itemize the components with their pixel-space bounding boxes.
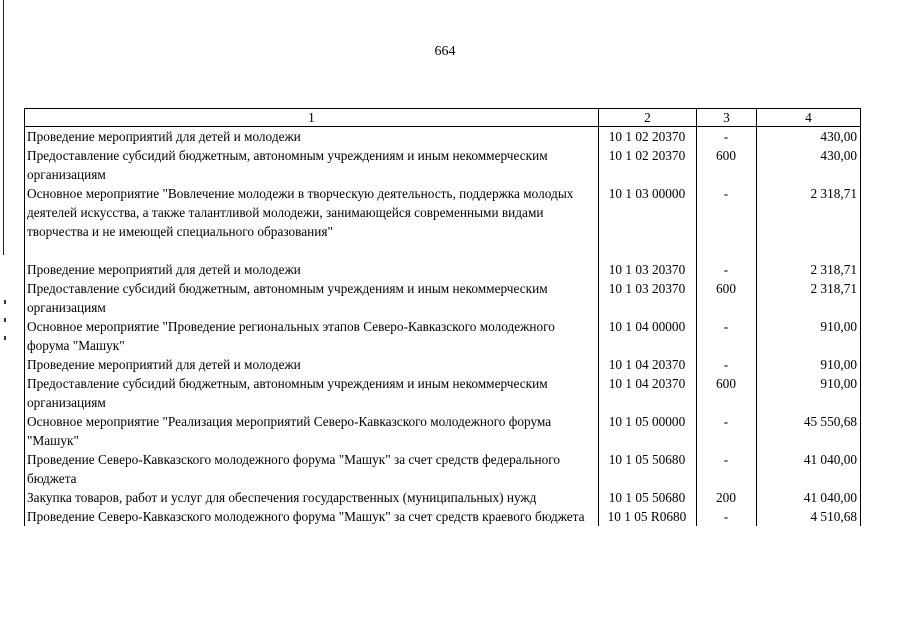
row-name: Проведение мероприятий для детей и молодежи <box>25 355 599 374</box>
table-row <box>25 488 861 507</box>
table-row <box>25 260 861 279</box>
row-expense-type: - <box>697 450 757 488</box>
row-code: 10 1 03 20370 <box>599 260 697 279</box>
table-row <box>25 279 861 317</box>
row-amount: 41 040,00 <box>757 488 861 507</box>
row-expense-type: - <box>697 127 757 147</box>
row-amount: 910,00 <box>757 355 861 374</box>
row-amount: 2 318,71 <box>757 279 861 317</box>
row-name: Предоставление субсидий бюджетным, автономным учреждениям и иным некоммерческим организациям <box>25 146 599 184</box>
row-name: Проведение Северо-Кавказского молодежного форума "Машук" за счет средств федерального бюджета <box>25 450 599 488</box>
row-expense-type: 200 <box>697 488 757 507</box>
row-amount: 45 550,68 <box>757 412 861 450</box>
row-expense-type: - <box>697 184 757 241</box>
row-code: 10 1 02 20370 <box>599 127 697 147</box>
row-name: Предоставление субсидий бюджетным, автономным учреждениям и иным некоммерческим организациям <box>25 279 599 317</box>
row-amount: 910,00 <box>757 317 861 355</box>
row-amount: 430,00 <box>757 146 861 184</box>
row-expense-type: 600 <box>697 279 757 317</box>
page-number: 664 <box>434 44 456 59</box>
row-expense-type: - <box>697 355 757 374</box>
scan-mark <box>4 300 6 304</box>
column-header-4: 4 <box>757 109 861 127</box>
row-code: 10 1 05 R0680 <box>599 507 697 526</box>
row-code: 10 1 02 20370 <box>599 146 697 184</box>
row-code: 10 1 05 50680 <box>599 488 697 507</box>
row-code: 10 1 04 00000 <box>599 317 697 355</box>
row-amount: 4 510,68 <box>757 507 861 526</box>
table-row <box>25 450 861 488</box>
row-expense-type: 600 <box>697 146 757 184</box>
row-name: Основное мероприятие "Проведение региональных этапов Северо-Кавказского молодежного форума "Машук" <box>25 317 599 355</box>
row-expense-type: - <box>697 507 757 526</box>
row-amount: 41 040,00 <box>757 450 861 488</box>
row-name: Проведение мероприятий для детей и молодежи <box>25 127 599 147</box>
table-row <box>25 317 861 355</box>
row-name: Основное мероприятие "Реализация мероприятий Северо-Кавказского молодежного форума "Машук" <box>25 412 599 450</box>
table-row <box>25 374 861 412</box>
table-row <box>25 412 861 450</box>
spacer-row <box>25 241 861 260</box>
budget-table <box>24 108 861 526</box>
row-code: 10 1 03 00000 <box>599 184 697 241</box>
row-expense-type: - <box>697 412 757 450</box>
table-header-row <box>25 109 861 127</box>
row-code: 10 1 04 20370 <box>599 374 697 412</box>
row-name: Проведение мероприятий для детей и молодежи <box>25 260 599 279</box>
table-row <box>25 146 861 184</box>
row-code: 10 1 04 20370 <box>599 355 697 374</box>
scan-left-edge <box>3 0 4 255</box>
table-row <box>25 507 861 526</box>
row-amount: 2 318,71 <box>757 260 861 279</box>
row-amount: 2 318,71 <box>757 184 861 241</box>
row-code: 10 1 05 00000 <box>599 412 697 450</box>
table-row <box>25 127 861 147</box>
row-code: 10 1 05 50680 <box>599 450 697 488</box>
row-expense-type: - <box>697 317 757 355</box>
row-name: Основное мероприятие "Вовлечение молодежи в творческую деятельность, поддержка молодых деятелей искусства, а также талантливой молодежи, занимающейся современными видами творчества и не имеющей специального образования" <box>25 184 599 241</box>
table-row <box>25 184 861 241</box>
row-expense-type: 600 <box>697 374 757 412</box>
row-name: Проведение Северо-Кавказского молодежного форума "Машук" за счет средств краевого бюджета <box>25 507 599 526</box>
row-name: Закупка товаров, работ и услуг для обеспечения государственных (муниципальных) нужд <box>25 488 599 507</box>
row-amount: 430,00 <box>757 127 861 147</box>
scan-mark <box>4 318 6 322</box>
row-amount: 910,00 <box>757 374 861 412</box>
row-name: Предоставление субсидий бюджетным, автономным учреждениям и иным некоммерческим организациям <box>25 374 599 412</box>
scan-mark <box>4 336 6 340</box>
column-header-2: 2 <box>599 109 697 127</box>
row-expense-type: - <box>697 260 757 279</box>
column-header-1: 1 <box>25 109 599 127</box>
table-row <box>25 355 861 374</box>
row-code: 10 1 03 20370 <box>599 279 697 317</box>
column-header-3: 3 <box>697 109 757 127</box>
